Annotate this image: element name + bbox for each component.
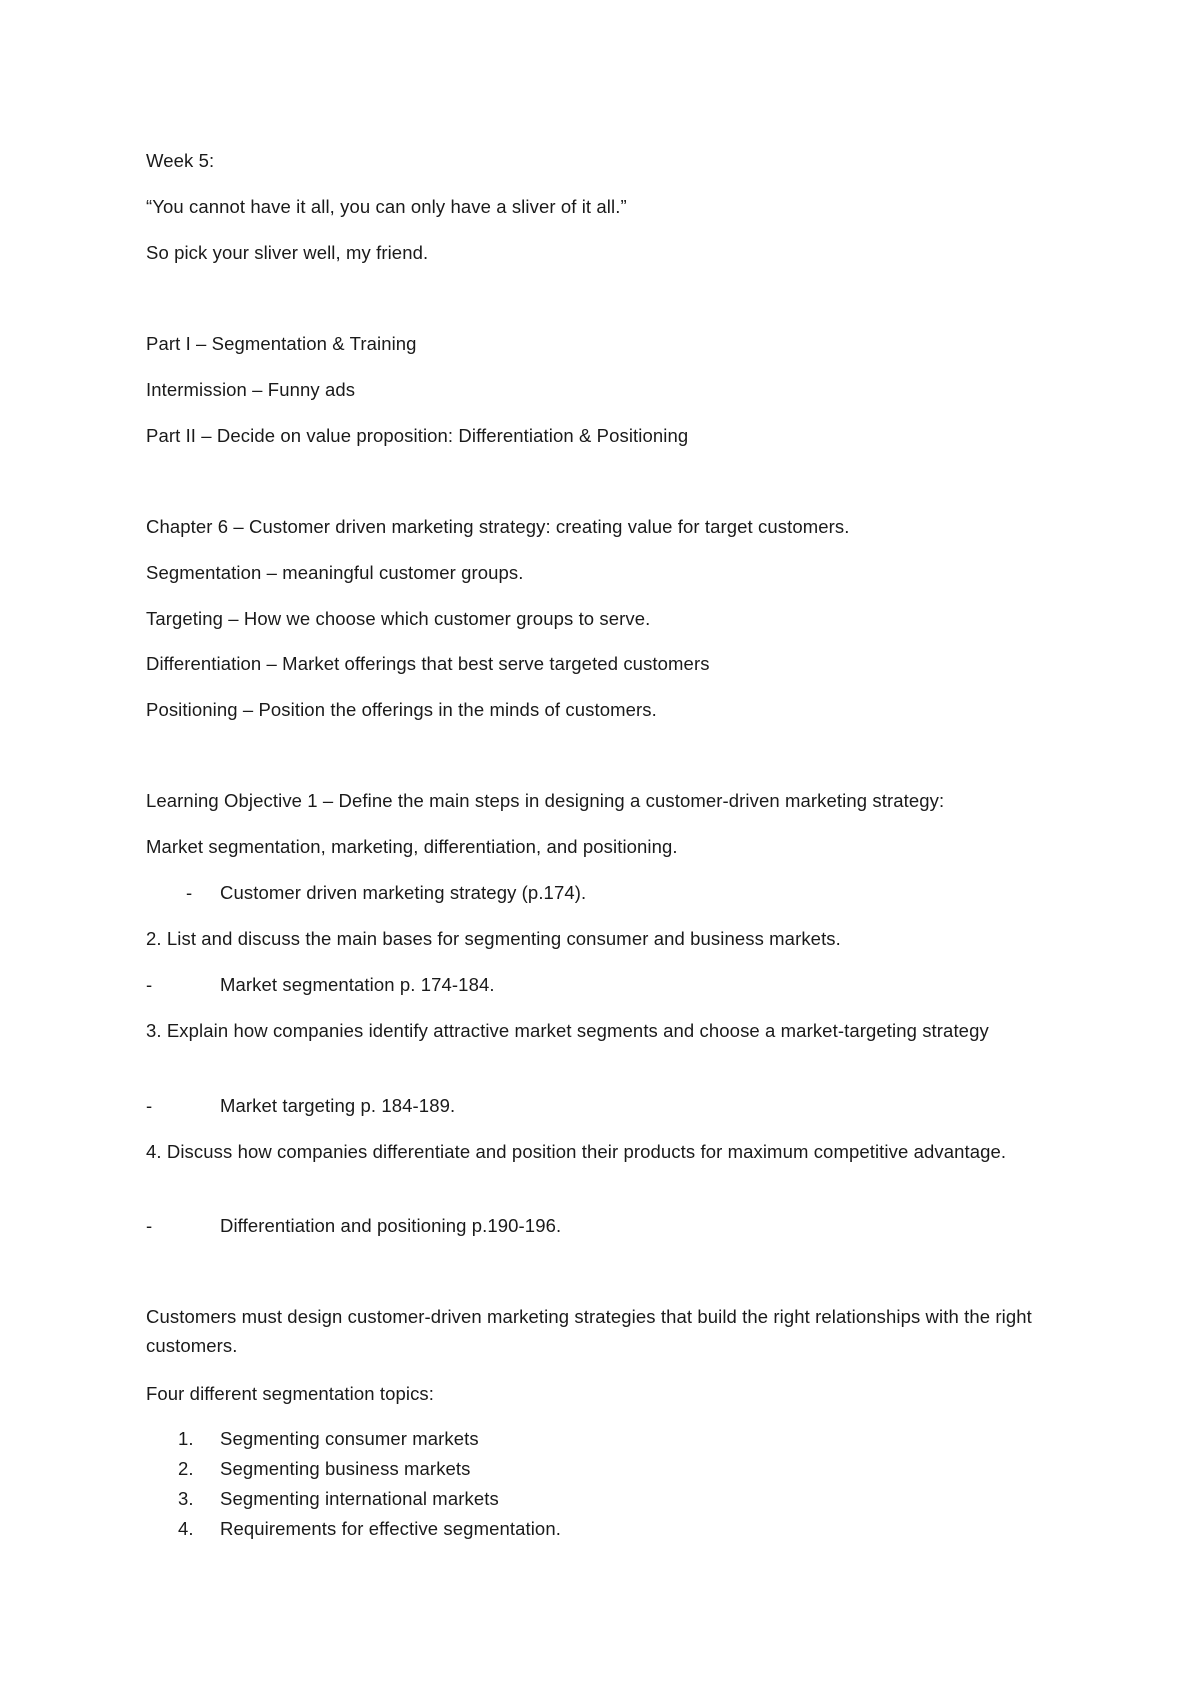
list-number: 2. <box>178 1458 194 1479</box>
reference-text: Differentiation and positioning p.190-196. <box>220 1215 562 1236</box>
learning-objective-1-cont: Market segmentation, marketing, differentiation, and positioning. <box>146 836 678 857</box>
dash-bullet: - <box>146 1215 153 1236</box>
reference-text: Market segmentation p. 174-184. <box>220 974 495 995</box>
agenda-item: Part I – Segmentation & Training <box>146 333 417 354</box>
chapter-title: Chapter 6 – Customer driven marketing strategy: creating value for target customers. <box>146 516 850 537</box>
list-text: Segmenting international markets <box>220 1488 499 1509</box>
list-text: Requirements for effective segmentation. <box>220 1518 561 1539</box>
learning-objective-2: 2. List and discuss the main bases for segmenting consumer and business markets. <box>146 928 841 949</box>
list-text: Segmenting consumer markets <box>220 1428 479 1449</box>
chapter-item: Segmentation – meaningful customer groups. <box>146 562 524 583</box>
dash-bullet: - <box>146 974 153 995</box>
chapter-item: Positioning – Position the offerings in the minds of customers. <box>146 699 657 720</box>
chapter-item: Differentiation – Market offerings that best serve targeted customers <box>146 653 710 674</box>
dash-bullet: - <box>146 1095 153 1116</box>
agenda-item: Intermission – Funny ads <box>146 379 356 400</box>
list-text: Segmenting business markets <box>220 1458 471 1479</box>
list-number: 4. <box>178 1518 194 1539</box>
topics-heading: Four different segmentation topics: <box>146 1383 435 1404</box>
reference-text: Customer driven marketing strategy (p.174). <box>220 882 587 903</box>
closing-paragraph: Customers must design customer-driven marketing strategies that build the right relationships with the right customers. <box>146 1306 1032 1356</box>
quote: “You cannot have it all, you can only have a sliver of it all.” <box>146 196 627 217</box>
chapter-item: Targeting – How we choose which customer groups to serve. <box>146 608 651 629</box>
list-number: 1. <box>178 1428 194 1449</box>
dash-bullet: - <box>186 882 193 903</box>
agenda-item: Part II – Decide on value proposition: Differentiation & Positioning <box>146 425 689 446</box>
list-number: 3. <box>178 1488 194 1509</box>
reference-text: Market targeting p. 184-189. <box>220 1095 456 1116</box>
learning-objective-3: 3. Explain how companies identify attractive market segments and choose a market-targeting strategy <box>146 1020 989 1041</box>
learning-objective-4: 4. Discuss how companies differentiate and position their products for maximum competitive advantage. <box>146 1141 1007 1162</box>
quote-follow: So pick your sliver well, my friend. <box>146 242 429 263</box>
week-heading: Week 5: <box>146 150 215 171</box>
learning-objective-1: Learning Objective 1 – Define the main steps in designing a customer-driven marketing strategy: <box>146 790 945 811</box>
